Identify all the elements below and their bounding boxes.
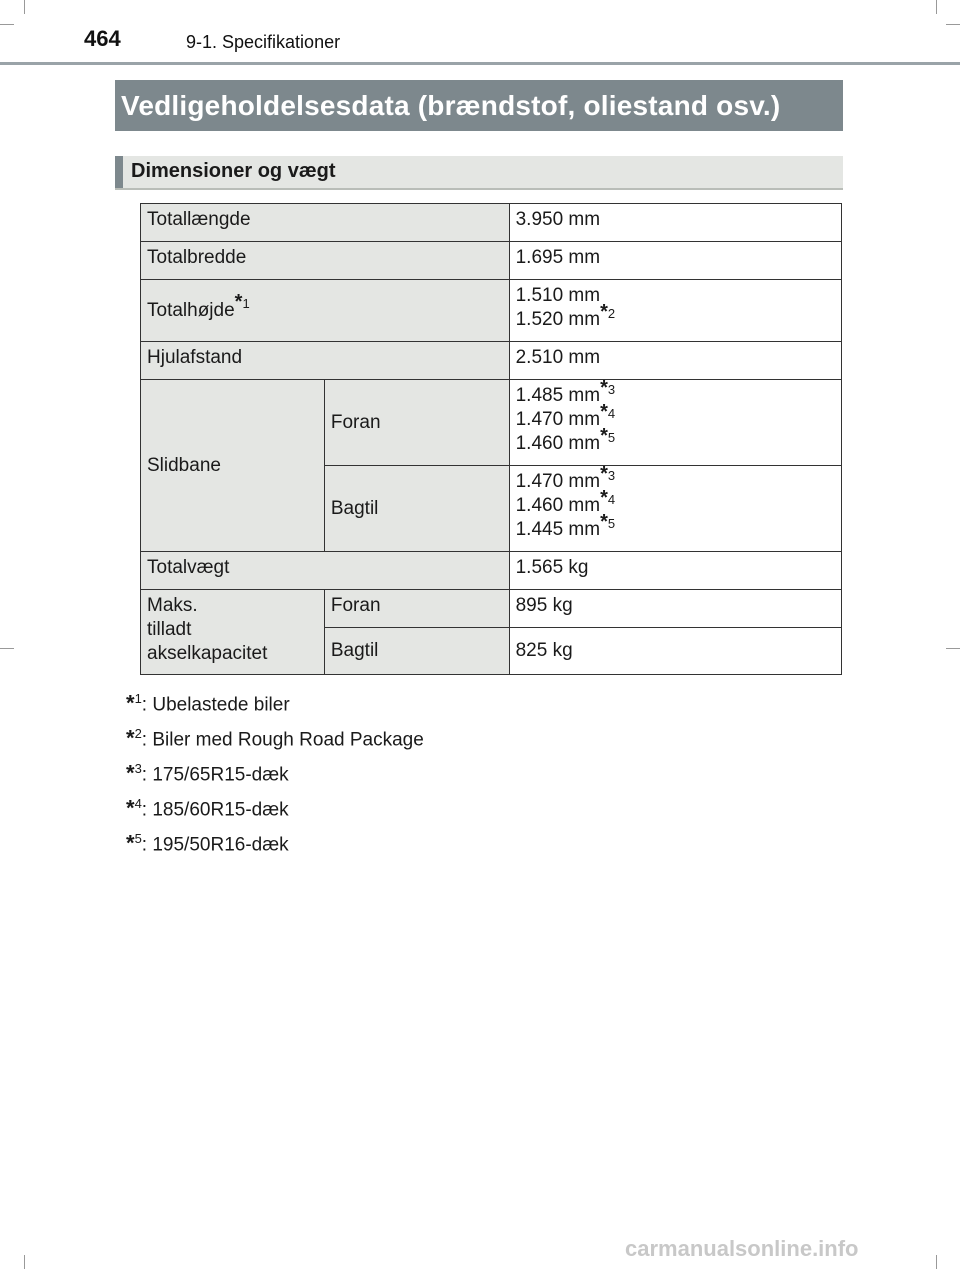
crop-mark — [936, 0, 937, 14]
crop-mark — [0, 648, 14, 649]
subsection-marker — [115, 156, 123, 188]
row-value: 1.565 kg — [509, 552, 841, 590]
row-value: 1.485 mm$^{*3}$ 1.470 mm$^{*4}$ 1.460 mm$^{*5}$ — [509, 380, 841, 466]
crop-mark — [24, 1255, 25, 1269]
crop-mark — [946, 648, 960, 649]
row-value: 895 kg — [509, 590, 841, 628]
table-row — [141, 590, 842, 628]
table-row — [141, 342, 842, 380]
page-title: Vedligeholdelsesdata (brændstof, oliestand osv.) — [115, 80, 843, 131]
row-label: Totalvægt — [141, 552, 510, 590]
table-row — [141, 280, 842, 342]
crop-mark — [936, 1255, 937, 1269]
footnote: *$^4$: 185/60R15-dæk — [126, 795, 289, 821]
row-value: 3.950 mm — [509, 204, 841, 242]
row-label: Slidbane — [141, 380, 325, 552]
footnote: *$^1$: Ubelastede biler — [126, 690, 290, 716]
page-number: 464 — [84, 26, 121, 51]
crop-mark — [946, 24, 960, 25]
row-label: Maks. tilladt akselkapacitet — [141, 590, 325, 675]
row-sublabel: Foran — [324, 380, 509, 466]
table-row — [141, 242, 842, 280]
row-value: 1.510 mm 1.520 mm$^{*2}$ — [509, 280, 841, 342]
table-row — [141, 380, 842, 466]
table-row — [141, 552, 842, 590]
row-label: Totallængde — [141, 204, 510, 242]
row-label: Hjulafstand — [141, 342, 510, 380]
crop-mark — [0, 24, 14, 25]
footnote: *$^5$: 195/50R16-dæk — [126, 830, 289, 856]
row-sublabel: Bagtil — [324, 628, 509, 675]
row-sublabel: Bagtil — [324, 466, 509, 552]
subsection-heading — [115, 156, 843, 190]
row-value: 1.470 mm$^{*3}$ 1.460 mm$^{*4}$ 1.445 mm$^{*5}$ — [509, 466, 841, 552]
table-row — [141, 204, 842, 242]
header-rule — [0, 62, 960, 65]
crop-mark — [24, 0, 25, 14]
row-label: Totalbredde — [141, 242, 510, 280]
row-label: Totalhøjde$^{*1}$ — [141, 280, 510, 342]
section-reference: 9-1. Specifikationer — [186, 32, 341, 52]
row-value: 2.510 mm — [509, 342, 841, 380]
footnote: *$^2$: Biler med Rough Road Package — [126, 725, 424, 751]
footnotes — [126, 684, 424, 859]
row-value: 825 kg — [509, 628, 841, 675]
spec-table — [140, 203, 842, 675]
watermark: carmanualsonline.info — [625, 1236, 859, 1261]
row-sublabel: Foran — [324, 590, 509, 628]
row-value: 1.695 mm — [509, 242, 841, 280]
footnote: *$^3$: 175/65R15-dæk — [126, 760, 289, 786]
subsection-title: Dimensioner og vægt — [131, 160, 336, 182]
